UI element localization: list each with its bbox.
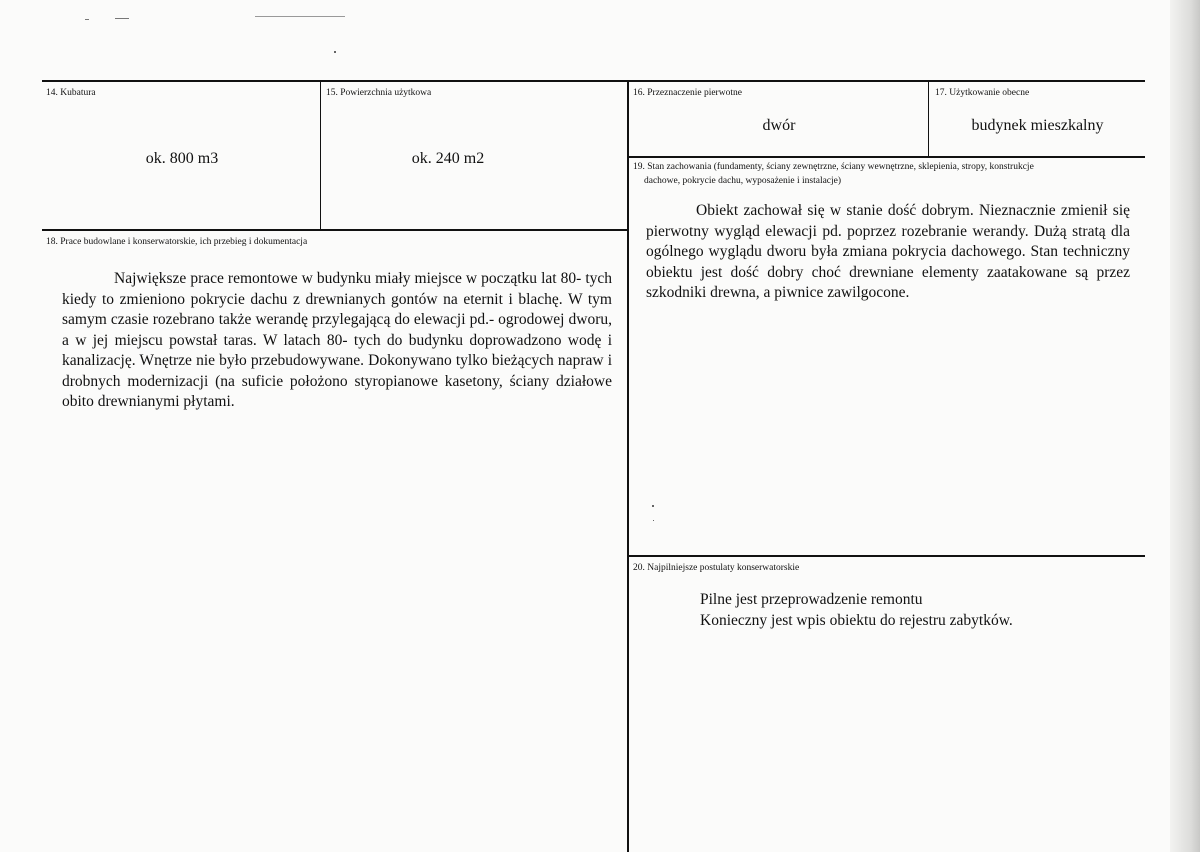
- field-value-przeznaczenie: dwór: [762, 117, 796, 134]
- field-label-stan-line1: 19. Stan zachowania (fundamenty, ściany zewnętrzne, ściany wewnętrzne, sklepienia, stropy, konstrukcje: [633, 162, 1034, 172]
- field-label-stan-line2: dachowe, pokrycie dachu, wyposażenie i instalacje): [644, 176, 842, 186]
- field-label-przeznaczenie: 16. Przeznaczenie pierwotne: [633, 88, 742, 98]
- row-divider-right-top: [628, 156, 1145, 158]
- field-value-uzytkowanie: budynek mieszkalny: [971, 117, 1104, 134]
- field-label-powierzchnia: 15. Powierzchnia użytkowa: [326, 88, 432, 98]
- scan-marks: [85, 14, 345, 24]
- postulat-line-1: Pilne jest przeprowadzenie remontu: [700, 591, 923, 608]
- divider-16-17: [928, 81, 929, 157]
- field-label-kubatura: 14. Kubatura: [46, 88, 96, 98]
- scan-speck: [653, 520, 654, 521]
- postulat-line-2: Konieczny jest wpis obiektu do rejestru zabytków.: [700, 611, 1013, 629]
- scan-speck: [652, 505, 654, 507]
- field-value-kubatura: ok. 800 m3: [145, 150, 219, 167]
- field-label-postulaty: 20. Najpilniejsze postulaty konserwatorskie: [633, 563, 800, 573]
- field-value-powierzchnia: ok. 240 m2: [411, 150, 485, 167]
- field-text-stan: Obiekt zachował się w stanie dość dobrym. Nieznacznie zmienił się pierwotny wygląd elewacji pd. poprzez rozebranie werandy. Dużą stratą dla ogólnego wyglądu dworu była zmiana pokrycia dachowego. Stan techniczny obiektu jest dość dobry choć drewniane elementy zaatakowane są przez szkodniki drewna, a piwnice zawilgocone.: [646, 202, 1130, 301]
- field-label-uzytkowanie: 17. Użytkowanie obecne: [935, 88, 1030, 98]
- divider-14-15: [320, 81, 321, 230]
- row-divider-right-bottom: [628, 555, 1145, 557]
- top-border: [42, 80, 1145, 82]
- row-divider-left: [42, 229, 628, 231]
- page-edge-shadow: [1170, 0, 1200, 852]
- scan-speck: [334, 51, 336, 53]
- field-label-prace: 18. Prace budowlane i konserwatorskie, ich przebieg i dokumentacja: [46, 237, 308, 247]
- field-text-postulaty: [700, 590, 1120, 631]
- field-text-prace: Największe prace remontowe w budynku miały miejsce w początku lat 80- tych kiedy to zmieniono pokrycie dachu z drewnianych gontów na eternit i blachę. W tym samym czasie rozebrano także werandę przylegającą do elewacji pd.- ogrodowej dworu, a w jej miejscu powstał taras. W latach 80- tych do budynku doprowadzono wodę i kanalizację. Wnętrze nie było przebudowywane. Dokonywano tylko bieżących napraw i drobnych modernizacji (na suficie położono styropianowe kasetony, ściany działowe obito drewnianymi płytami.: [62, 270, 612, 410]
- center-divider: [627, 81, 629, 852]
